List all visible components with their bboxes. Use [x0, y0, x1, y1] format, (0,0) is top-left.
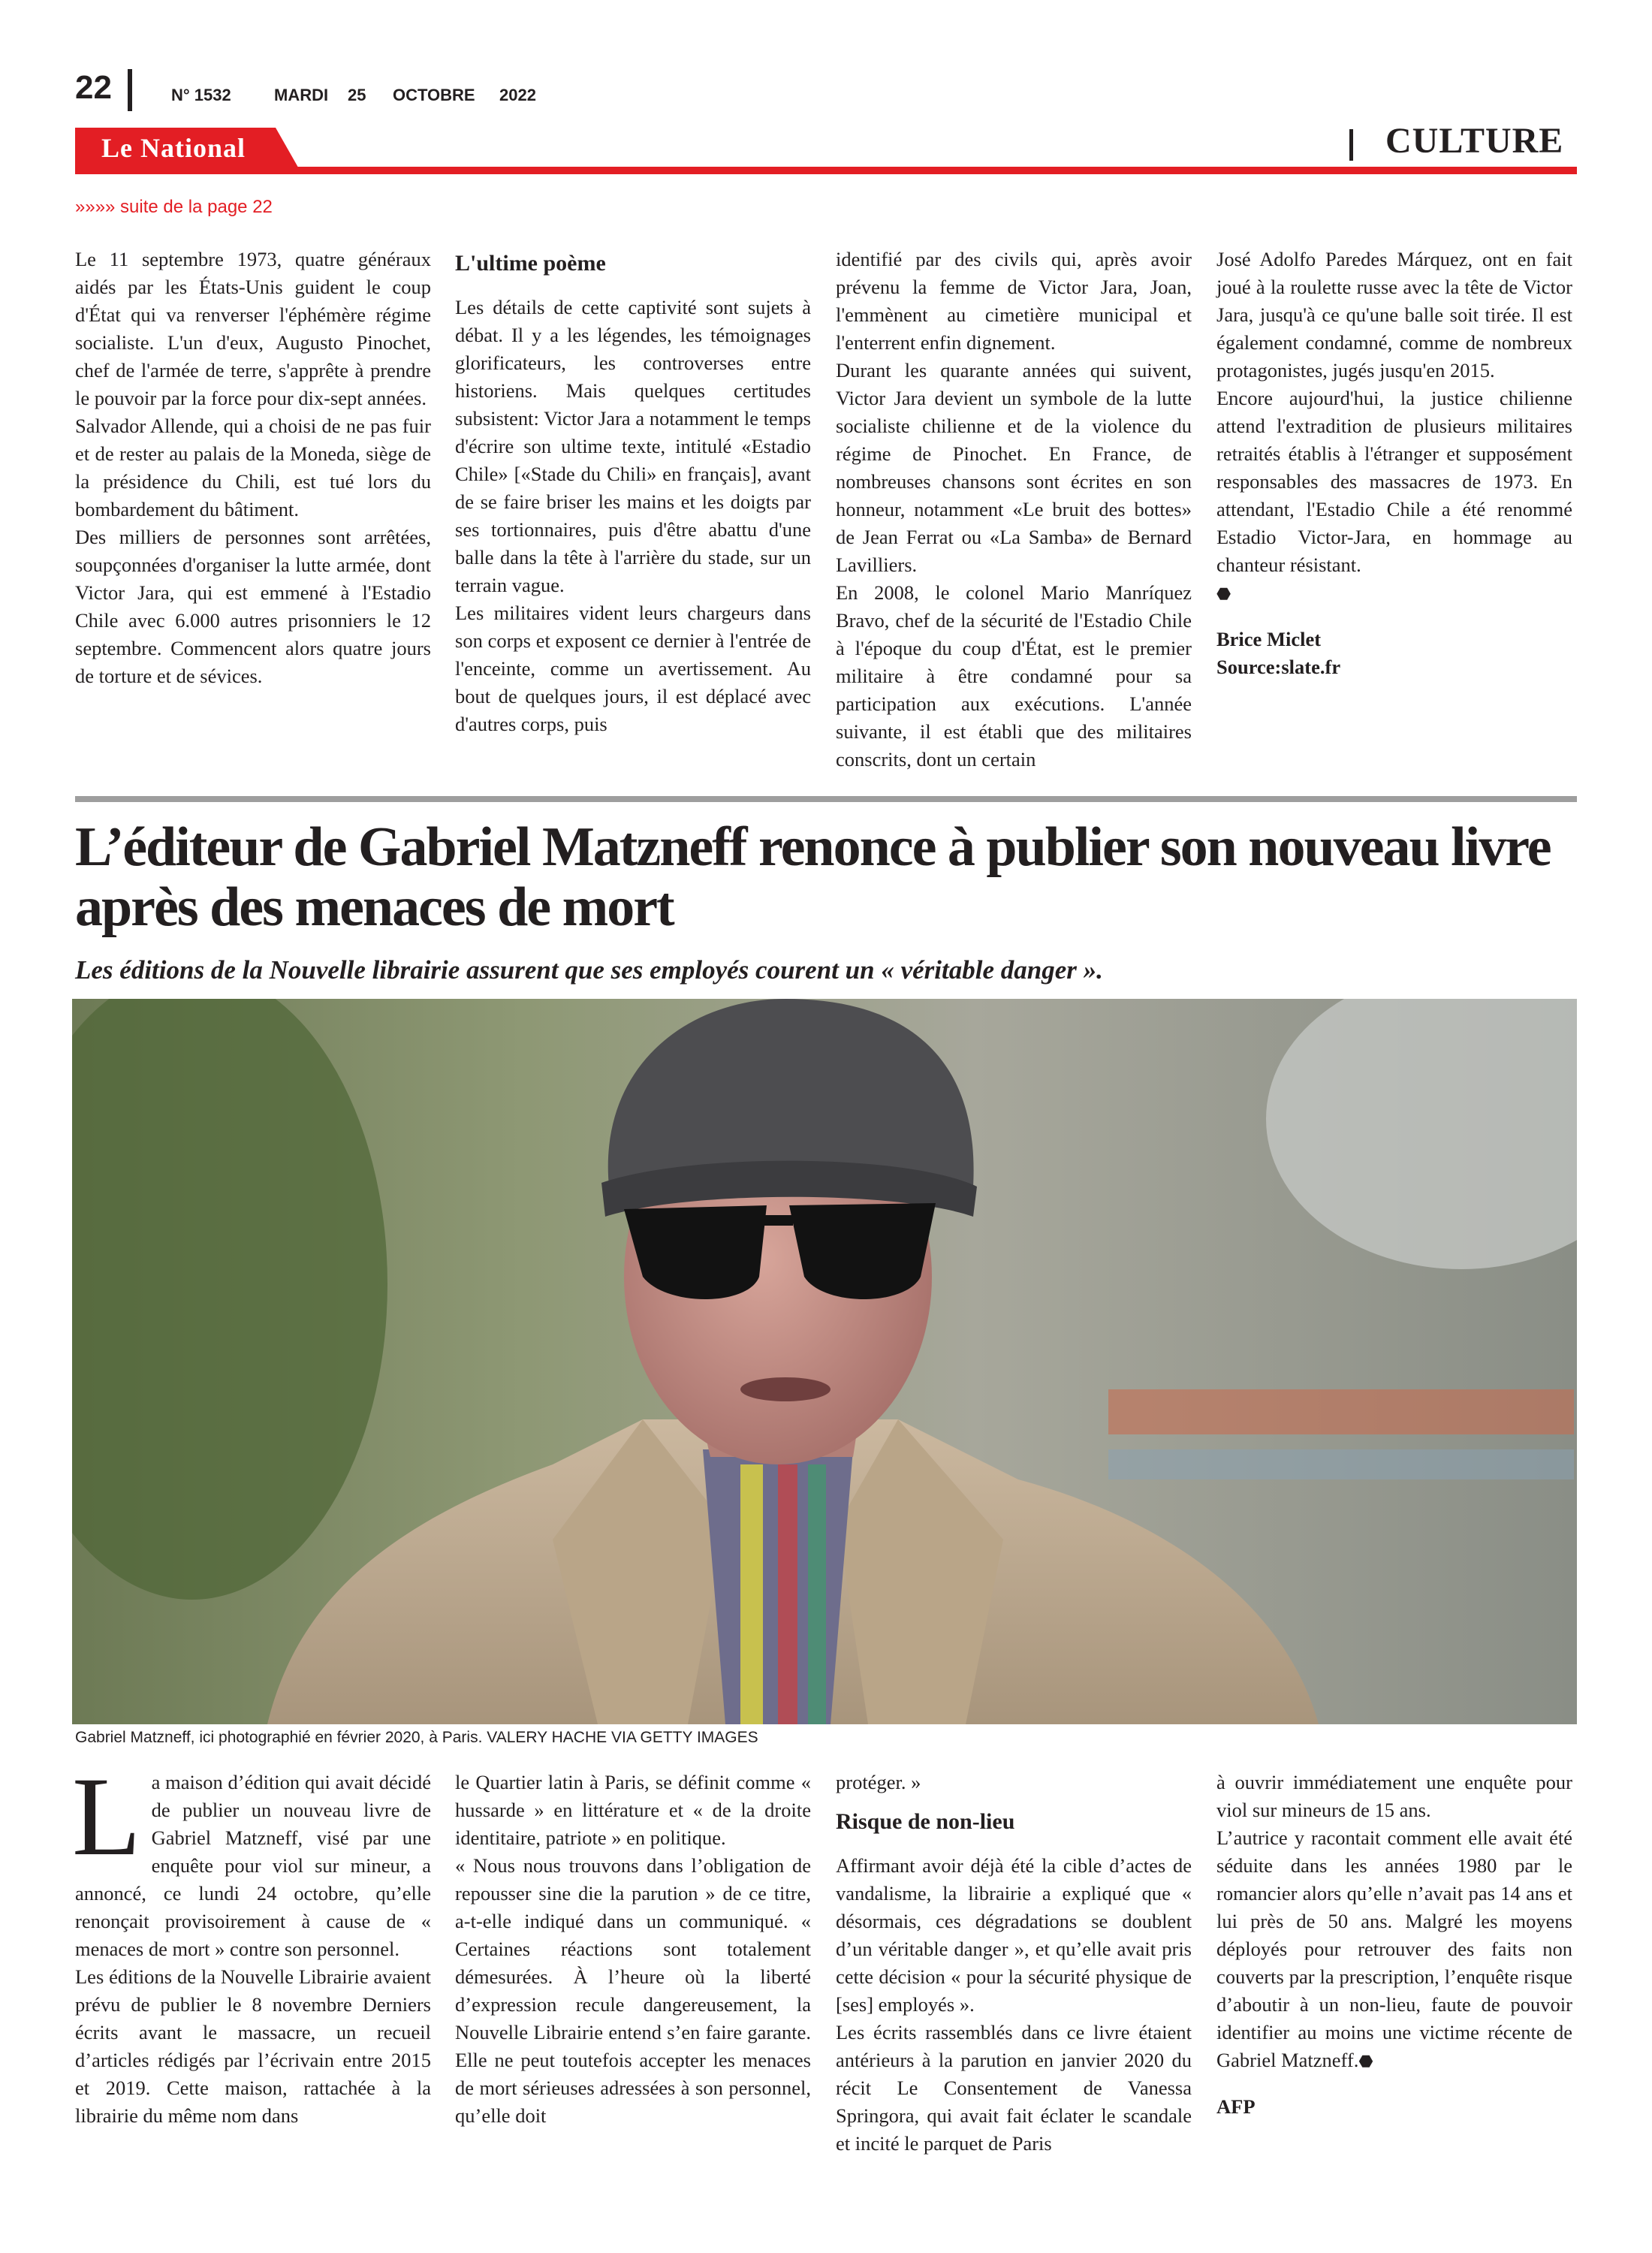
paragraph: Les éditions de la Nouvelle Librairie avaient prévu de publier le 8 novembre Derniers écrits avant le massacre, un recueil d’articles rédigés par l’écrivain entre 2015 et 2019. Cette maison, rattachée à la librairie du même nom dans [75, 1965, 431, 2127]
main-article-col-3 [836, 1769, 1192, 2158]
paragraph: Les écrits rassemblés dans ce livre étaient antérieurs à la parution en janvier 2020 du récit Le Consentement de Vanessa Springora, qui avait fait éclater le scandale et incité le parquet de Paris [836, 2021, 1192, 2155]
drop-cap: L [72, 1754, 141, 1879]
paragraph: Le 11 septembre 1973, quatre généraux aidés par les États-Unis guident le coup d'État qui va renverser l'éphémère régime socialiste. L'un d'eux, Augusto Pinochet, chef de l'armée de terre, s'apprête à prendre le pouvoir par la force pour dix-sept années. [75, 248, 431, 409]
end-of-article-icon: ⬣ [1358, 2052, 1373, 2071]
end-of-article-icon: ⬣ [1216, 584, 1231, 603]
date-day: 25 [348, 86, 366, 104]
paragraph [1216, 385, 1572, 608]
issue-number: N° 1532 [171, 86, 231, 104]
section-title: CULTURE [1385, 121, 1564, 161]
main-article-col-2 [455, 1769, 811, 2130]
subheadline: Les éditions de la Nouvelle librairie assurent que ses employés courent un « véritable danger ». [75, 955, 1103, 985]
source-credit: Source:slate.fr [1216, 656, 1341, 678]
author-byline: AFP [1216, 2095, 1256, 2118]
subheading: L'ultime poème [455, 251, 606, 276]
top-article-col-3 [836, 246, 1192, 774]
main-article-col-4 [1216, 1769, 1572, 2121]
paragraph-text: a maison d’édition qui avait décidé de publier un nouveau livre de Gabriel Matzneff, visé par une enquête pour viol sur mineur, a annoncé, ce lundi 24 octobre, qu’elle renonçait provisoirement à cause de « menaces de mort » contre son personnel. [75, 1771, 431, 1960]
article-separator [75, 796, 1577, 802]
subheading: Risque de non-lieu [836, 1809, 1015, 1834]
photo-caption: Gabriel Matzneff, ici photographié en février 2020, à Paris. VALERY HACHE VIA GETTY IMAGES [75, 1729, 758, 1746]
header-rule [75, 167, 1577, 174]
top-article-col-1 [75, 246, 431, 690]
paragraph: à ouvrir immédiatement une enquête pour viol sur mineurs de 15 ans. [1216, 1771, 1572, 1821]
top-article-col-4 [1216, 246, 1572, 681]
brand-logo: Le National [101, 133, 246, 163]
paragraph: Des milliers de personnes sont arrêtées, soupçonnées d'organiser la lutte armée, dont Victor Jara, qui est emmené à l'Estadio Chile avec 6.000 autres prisonniers le 12 septembre. Commencent alors quatre jours de torture et de sévices. [75, 526, 431, 687]
section-divider [1349, 129, 1353, 161]
paragraph: Salvador Allende, qui a choisi de ne pas fuir et de rester au palais de la Moneda, siège de la présidence du Chili, est tué lors du bombardement du bâtiment. [75, 415, 431, 520]
paragraph: identifié par des civils qui, après avoir prévenu la femme de Victor Jara, Joan, l'emmènent au cimetière municipal et l'enterrent enfin dignement. [836, 248, 1192, 354]
paragraph: En 2008, le colonel Mario Manríquez Bravo, chef de la sécurité de l'Estadio Chile à l'époque du coup d'État, est le premier militaire à être condamné pour sa participation aux exécutions. L'année suivante, il est établi que des militaires conscrits, dont un certain [836, 581, 1192, 771]
continued-from: »»»» suite de la page 22 [75, 197, 273, 217]
author-byline: Brice Miclet [1216, 628, 1322, 650]
paragraph: « Nous nous trouvons dans l’obligation de repousser sine die la parution » de ce titre, a-t-elle indiqué dans un communiqué. « Certaines réactions sont totalement démesurées. À l’heure où la liberté d’expression recule dangereusement, la Nouvelle Librairie entend s’en faire garante. Elle ne peut toutefois accepter les menaces de mort sérieuses adressées à son personnel, qu’elle doit [455, 1854, 811, 2127]
paragraph: Affirmant avoir déjà été la cible d’actes de vandalisme, la librairie a expliqué que « désormais, ces dégradations se doublent d’un véritable danger », et qu’elle avait pris cette décision « pour la sécurité physique de [ses] employés ». [836, 1854, 1192, 2016]
page-number: 22 [75, 69, 112, 106]
paragraph: Les militaires vident leurs chargeurs dans son corps et exposent ce dernier à l'entrée de l'enceinte, comme un avertissement. Au bout de quelques jours, il est déplacé avec d'autres corps, puis [455, 602, 811, 735]
paragraph: Durant les quarante années qui suivent, Victor Jara devient un symbole de la lutte socialiste chilienne et de la violence du régime de Pinochet. En France, de nombreuses chansons sont écrites en son honneur, notamment «Le bruit des bottes» de Jean Ferrat ou «La Samba» de Bernard Lavilliers. [836, 359, 1192, 576]
date-month: OCTOBRE [393, 86, 475, 104]
paragraph: Les détails de cette captivité sont sujets à débat. Il y a les légendes, les témoignages glorificateurs, les controverses entre historiens. Mais quelques certitudes subsistent: Victor Jara a notamment le temps d'écrire son ultime texte, intitulé «Estadio Chile» [«Stade du Chili» en français], avant de se faire briser les mains et les doigts par ses tortionnaires, puis d'être abattu d'une balle dans la tête à l'arrière du stade, sur un terrain vague. [455, 296, 811, 596]
date-year: 2022 [499, 86, 536, 104]
page-number-divider [128, 69, 132, 111]
article-photo [72, 999, 1577, 1724]
paragraph: José Adolfo Paredes Márquez, ont en fait joué à la roulette russe avec la tête de Victor Jara, jusqu'à ce qu'une balle soit tirée. Il est également condamné, comme de nombreux protagonistes, jugés jusqu'en 2015. [1216, 248, 1572, 382]
top-article-col-2 [455, 249, 811, 738]
paragraph-text: L’autrice y racontait comment elle avait été séduite dans les années 1980 par le romancier alors qu’elle n’avait pas 14 ans et lui près de 50 ans. Malgré les moyens déployés pour retrouver des faits non couverts par la prescription, l’enquête risque d’aboutir à un non-lieu, faute de pouvoir identifier au moins une victime récente de Gabriel Matzneff. [1216, 1826, 1572, 2071]
paragraph [1216, 1824, 1572, 2075]
paragraph: protéger. » [836, 1771, 921, 1793]
date-weekday: MARDI [274, 86, 329, 104]
main-article-col-1 [72, 1754, 431, 2130]
headline: L’éditeur de Gabriel Matzneff renonce à publier son nouveau livre après des menaces de mort [75, 816, 1551, 938]
paragraph: le Quartier latin à Paris, se définit comme « hussarde » en littérature et « de la droite identitaire, patriote » en politique. [455, 1771, 811, 1849]
paragraph-text: Encore aujourd'hui, la justice chilienne attend l'extradition de plusieurs militaires retraités établis à l'étranger et supposément responsables des massacres de 1973. En attendant, l'Estadio Chile a été renommé Estadio Victor-Jara, en hommage au chanteur résistant. [1216, 387, 1572, 576]
